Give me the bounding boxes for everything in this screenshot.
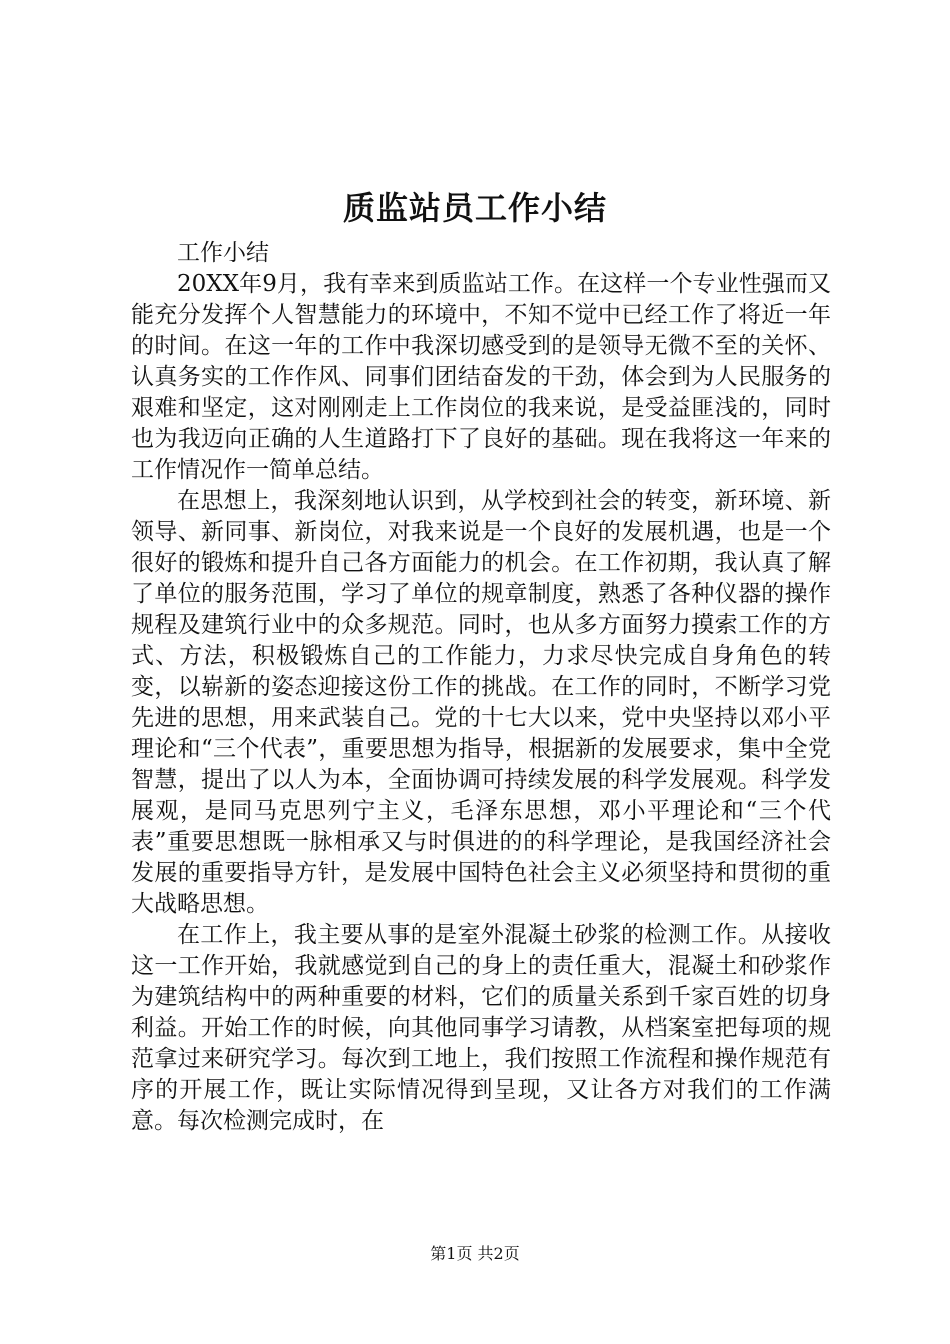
- paragraph-intro: 20XX年9月，我有幸来到质监站工作。在这样一个专业性强而又能充分发挥个人智慧能力的环境中，不知不觉中已经工作了将近一年的时间。在这一年的工作中我深切感受到的是领导无微不至的关怀、认真务实的工作作风、同事们团结奋发的干劲，体会到为人民服务的艰难和坚定，这对刚刚走上工作岗位的我来说，是受益匪浅的，同时也为我迈向正确的人生道路打下了良好的基础。现在我将这一年来的工作情况作一简单总结。: [131, 271, 831, 483]
- page-footer: 第1页 共2页: [430, 1244, 520, 1263]
- paragraph-work: 在工作上，我主要从事的是室外混凝土砂浆的检测工作。从接收这一工作开始，我就感觉到自己的身上的责任重大，混凝土和砂浆作为建筑结构中的两种重要的材料，它们的质量关系到千家百姓的切身利益。开始工作的时候，向其他同事学习请教，从档案室把每项的规范拿过来研究学习。每次到工地上，我们按照工作流程和操作规范有序的开展工作，既让实际情况得到呈现，又让各方对我们的工作满意。每次检测完成时，在: [131, 922, 831, 1134]
- paragraph-thought: 在思想上，我深刻地认识到，从学校到社会的转变，新环境、新领导、新同事、新岗位，对我来说是一个良好的发展机遇，也是一个很好的锻炼和提升自己各方面能力的机会。在工作初期，我认真了解了单位的服务范围，学习了单位的规章制度，熟悉了各种仪器的操作规程及建筑行业中的众多规范。同时，也从多方面努力摸索工作的方式、方法，积极锻炼自己的工作能力，力求尽快完成自身角色的转变，以崭新的姿态迎接这份工作的挑战。在工作的同时，不断学习党先进的思想，用来武装自己。党的十七大以来，党中央坚持以邓小平理论和“三个代表”，重要思想为指导，根据新的发展要求，集中全党智慧，提出了以人为本，全面协调可持续发展的科学发展观。科学发展观，是同马克思列宁主义，毛泽东思想，邓小平理论和“三个代表”重要思想既一脉相承又与时俱进的的科学理论，是我国经济社会发展的重要指导方针，是发展中国特色社会主义必须坚持和贯彻的重大战略思想。: [131, 488, 831, 917]
- page-title: 质监站员工作小结: [342, 189, 607, 227]
- section-heading: 工作小结: [177, 240, 269, 266]
- document-body: [131, 238, 831, 1137]
